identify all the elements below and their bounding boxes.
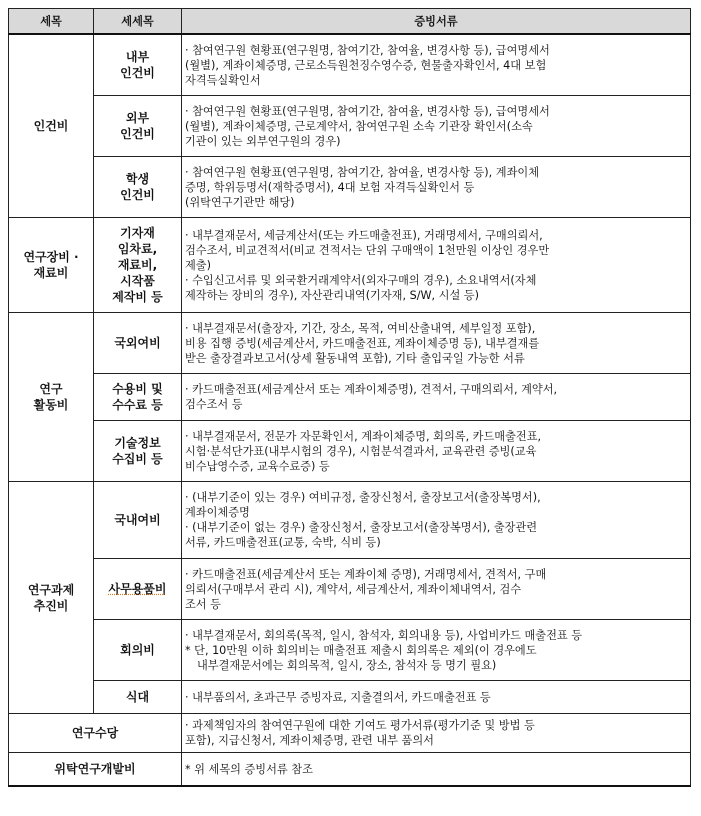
subcategory-fees: 수용비 및 수수료 등 [94,374,182,421]
documents-domestic-travel [182,482,691,559]
doc-line: · 과제책임자의 참여연구원에 대한 기여도 평가서류(평가기준 및 방법 등 [185,719,535,732]
doc-line: 검수조서, 비교견적서(비교 견적서는 단위 구매액이 1천만원 이상인 경우만 [185,243,550,257]
doc-line: · 카드매출전표(세금계산서 또는 계좌이체 증명), 거래명세서, 견적서, 구매 [185,567,547,581]
doc-line: · 내부결재문서, 전문가 자문확인서, 계좌이체증명, 회의록, 카드매출전표, [185,429,542,443]
doc-line: 제출) [185,258,211,272]
documents-meeting [182,620,691,681]
subcategory-meal: 식대 [94,681,182,714]
doc-line: 제작하는 장비의 경우), 자산관리내역(기자재, S/W, 시설 등) [185,288,479,302]
subcategory-overseas-travel: 국외여비 [94,313,182,374]
doc-line: 서류, 카드매출전표(교통, 숙박, 식비 등) [185,536,381,549]
documents-internal-labor [182,34,691,96]
doc-line: 의뢰서(구매부서 관리 시), 계약서, 세금계산서, 계좌이체내역서, 검수 [185,582,522,596]
category-outsourcing: 위탁연구개발비 [9,753,182,787]
row-meal [9,681,691,714]
row-allowance [9,714,691,753]
row-office-supplies [9,559,691,620]
documents-fees [182,374,691,421]
doc-line: · (내부기준이 있는 경우) 여비규정, 출장신청서, 출장보고서(출장복명서), [185,491,541,504]
doc-line: · 수입신고서류 및 외국환거래계약서(외자구매의 경우), 소요내역서(자체 [185,273,537,287]
doc-line: * 위 세목의 증빙서류 참조 [185,762,313,776]
doc-line: 비수납영수증, 교육수료증) 등 [185,459,330,473]
category-allowance: 연구수당 [9,714,182,753]
header-category: 세목 [9,9,94,35]
row-external-labor [9,96,691,157]
header-documents: 증빙서류 [182,9,691,35]
subcategory-domestic-travel: 국내여비 [94,482,182,559]
doc-line: 자격득실확인서 [185,73,261,87]
doc-line: 계좌이체증명 [185,506,250,519]
documents-outsourcing [182,753,691,787]
row-overseas-travel [9,313,691,374]
category-activity: 연구 활동비 [9,313,94,482]
row-fees [9,374,691,421]
header-subcategory: 세세목 [94,9,182,35]
doc-line: * 단, 10만원 이하 회의비는 매출전표 제출시 회의록은 제외(이 경우에도 [185,643,537,657]
row-student-labor [9,157,691,218]
documents-external-labor [182,96,691,157]
doc-line: 받은 출장결과보고서(상세 활동내역 포함), 기타 출입국일 가능한 서류 [185,351,525,365]
doc-line: · 내부결재문서, 회의록(목적, 일시, 참석자, 회의내용 등), 사업비카드 매출전표 등 [185,628,583,642]
doc-line: (위탁연구기관만 해당) [185,195,295,209]
documents-meal [182,681,691,714]
doc-line: 증명, 학위등명서(재학증명서), 4대 보험 자격득실확인서 등 [185,180,475,194]
doc-line: · 내부결재문서(출장자, 기간, 장소, 목적, 여비산출내역, 세부일정 포함), [185,321,536,335]
documents-office-supplies [182,559,691,620]
documents-tech-info [182,421,691,482]
subcategory-external-labor: 외부 인건비 [94,96,182,157]
subcategory-tech-info: 기술정보 수집비 등 [94,421,182,482]
doc-line: · (내부기준이 없는 경우) 출장신청서, 출장보고서(출장복명서), 출장관련 [185,521,538,534]
subcategory-student-labor: 학생 인건비 [94,157,182,218]
doc-line: · 내부결재문서, 세금계산서(또는 카드매출전표), 거래명세서, 구매의뢰서, [185,228,543,242]
evidence-documents-table [8,8,691,787]
category-labor: 인건비 [9,34,94,218]
category-task: 연구과제 추진비 [9,482,94,714]
doc-line: 포함), 지급신청서, 계좌이체증명, 관련 내부 품의서 [185,734,434,747]
documents-student-labor [182,157,691,218]
subcategory-meeting: 회의비 [94,620,182,681]
doc-line: 비용 집행 증빙(세금계산서, 카드매출전표, 계좌이체증명 등), 내부결재를 [185,336,540,350]
category-equipment: 연구장비 · 재료비 [9,218,94,313]
office-supplies-label: 사무용품비 [108,582,167,596]
doc-line: 조서 등 [185,597,221,611]
doc-line: 기관이 있는 외부연구원의 경우) [185,134,341,148]
doc-line: (월별), 계좌이체증명, 근로계약서, 참여연구원 소속 기관장 확인서(소속 [185,119,533,133]
header-row [9,9,691,35]
documents-equipment [182,218,691,313]
subcategory-equipment: 기자재 임차료, 재료비, 시작품 제작비 등 [94,218,182,313]
documents-allowance [182,714,691,753]
subcategory-internal-labor: 내부 인건비 [94,34,182,96]
row-equipment [9,218,691,313]
doc-line: · 카드매출전표(세금계산서 또는 계좌이체증명), 견적서, 구매의뢰서, 계약서, [185,383,558,396]
doc-line: · 참여연구원 현황표(연구원명, 참여기간, 참여율, 변경사항 등), 급여명세서 [185,104,550,118]
row-domestic-travel [9,482,691,559]
doc-line: · 참여연구원 현황표(연구원명, 참여기간, 참여율, 변경사항 등), 급여명세서 [185,43,550,57]
row-internal-labor [9,34,691,96]
doc-line: · 참여연구원 현황표(연구원명, 참여기간, 참여율, 변경사항 등), 계좌이체 [185,165,540,179]
documents-overseas-travel [182,313,691,374]
row-tech-info [9,421,691,482]
doc-line: 내부결재문서에는 회의목적, 일시, 장소, 참석자 등 명기 필요) [197,658,497,672]
row-outsourcing [9,753,691,787]
doc-line: 검수조서 등 [185,398,243,411]
doc-line: · 내부품의서, 초과근무 증빙자료, 지출결의서, 카드매출전표 등 [185,690,491,704]
subcategory-office-supplies [94,559,182,620]
doc-line: (월별), 계좌이체증명, 근로소득원천징수영수증, 현물출자확인서, 4대 보험 [185,58,547,72]
doc-line: 시험·분석단가표(내부시험의 경우), 시험분석결과서, 교육관련 증빙(교육 [185,444,537,458]
row-meeting [9,620,691,681]
